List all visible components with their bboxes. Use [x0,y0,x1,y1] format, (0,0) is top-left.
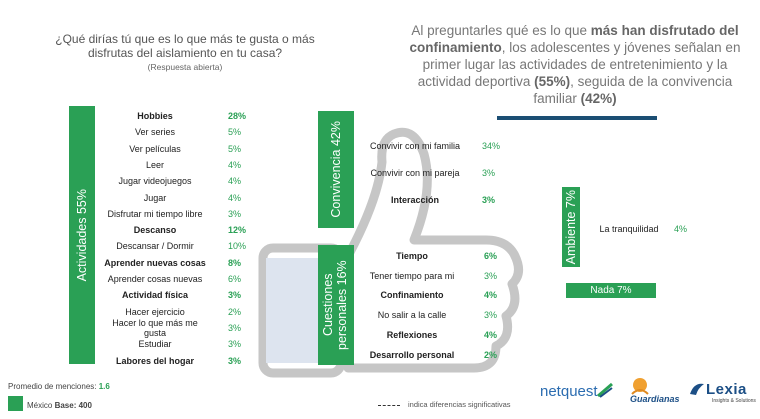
table-row [358,349,514,361]
row-value: 5% [228,127,242,138]
row-value: 3% [484,310,498,321]
row-label: Aprender nuevas cosas [104,257,206,268]
row-label: La tranquilidad [599,224,659,234]
row-value: 6% [228,274,242,284]
group-bar-convivencia [318,111,354,228]
lexia-wing-icon [688,380,706,398]
row-value: 4% [228,176,242,187]
row-value: 34% [482,141,501,151]
table-row [100,306,258,318]
row-label: Tener tiempo para mi [369,270,455,281]
row-label: Convivir con mi pareja [370,168,460,178]
table-row [358,289,514,301]
table-row [358,270,514,282]
table-row [100,338,258,350]
table-row [100,273,258,285]
dashed-line-legend [378,405,400,406]
row-value: 3% [482,168,496,178]
headline-part3: , seguida de la convivencia familiar [533,74,733,106]
row-label: No salir a la calle [377,310,447,321]
group-bar-ambiente [562,187,580,267]
row-value: 6% [484,251,498,261]
table-row [100,110,258,122]
row-label: Reflexiones [386,329,438,340]
table-row [100,208,258,220]
row-value: 12% [228,225,247,236]
lexia-subtitle: Insights & Solutions [712,398,756,404]
row-label: Jugar videojuegos [118,176,192,187]
question-note: (Respuesta abierta) [147,62,223,72]
table-row [100,240,258,252]
row-value: 5% [228,143,242,154]
table-row [100,159,258,171]
country-flag-swatch [8,396,23,411]
table-row [100,143,258,155]
row-value: 3% [482,195,496,205]
row-value: 2% [228,306,242,317]
table-row [100,126,258,138]
promedio [8,382,110,391]
table-row [100,317,258,338]
row-label: Disfrutar mi tiempo libre [107,208,203,219]
netquest-logo: netquest [540,383,598,400]
headline [405,22,745,107]
row-value: 4% [484,290,498,301]
row-label: Jugar [143,192,167,203]
table-row [100,289,258,301]
row-label: Ver películas [129,143,181,154]
row-value: 4% [228,159,242,170]
group-label-convivencia: Convivencia 42% [329,121,343,218]
promedio-value: 1.6 [98,382,110,391]
netquest-mark-icon [596,381,614,399]
guardianas-logo [626,376,696,408]
table-row [100,355,258,367]
base-value: 400 [78,401,92,410]
row-label: Hacer ejercicio [125,306,185,317]
row-label: Actividad física [121,290,189,301]
row-label: Aprender cosas nuevas [107,274,203,284]
question-text: ¿Qué dirías tú que es lo que más te gusta o más disfrutas del aislamiento en tu casa? [55,32,315,60]
row-value: 2% [484,349,498,360]
row-value: 3% [228,355,242,366]
row-label: Descansar / Dormir [116,241,194,252]
headline-bold1: más han disfrutado del confinamiento [409,23,739,55]
table-row [100,192,258,204]
row-label: Descanso [133,225,177,236]
guardianas-text: Guardianas [630,394,680,404]
table-row [100,224,258,236]
headline-bold3: (42%) [580,91,617,106]
row-label: Leer [145,159,164,170]
row-value: 28% [228,111,247,121]
base-country: México [27,401,53,410]
group-bar-actividades [69,106,95,364]
row-value: 4% [228,192,242,203]
group-label-cuestiones: Cuestiones personales 16% [321,260,349,350]
table-row [592,223,704,235]
row-label: Desarrollo personal [369,349,455,360]
table-row [356,140,512,152]
row-label: Interacción [390,195,439,205]
row-label: Convivir con mi familia [369,141,461,151]
table-row [100,257,258,269]
row-value: 4% [674,224,688,234]
table-row [356,167,512,179]
row-value: 3% [228,322,242,333]
table-row [358,309,514,321]
group-label-ambiente: Ambiente 7% [564,189,578,265]
group-bar-cuestiones [318,245,354,365]
survey-question [40,32,330,74]
nada-label: Nada 7% [566,283,656,298]
row-label: Hacer lo que más me gusta [112,317,198,338]
headline-part2: , los adolescentes y jóvenes señalan en primer lugar las actividades de entretenimiento y la actividad deportiva [417,40,741,89]
row-label: Tiempo [396,251,428,261]
headline-bold2: (55%) [534,74,571,89]
row-value: 4% [484,329,498,340]
table-row [358,250,514,262]
legend-text: indica diferencias significativas [408,400,511,409]
headline-part1: Al preguntarles qué es lo que [411,23,591,38]
row-value: 8% [228,257,242,268]
table-row [356,194,512,206]
row-value: 3% [228,290,242,301]
row-label: Labores del hogar [115,355,195,366]
table-row [358,329,514,341]
table-row [100,175,258,187]
row-value: 3% [228,208,242,219]
base [27,401,92,410]
base-label: Base: [54,401,77,410]
row-value: 3% [228,339,242,350]
row-label: Hobbies [137,111,173,121]
row-value: 3% [484,270,498,281]
promedio-label: Promedio de menciones: [8,382,99,391]
row-label: Ver series [134,127,176,138]
row-value: 10% [228,241,247,252]
row-label: Estudiar [138,339,172,350]
lexia-logo: Lexia [706,381,747,398]
row-label: Confinamiento [380,290,444,301]
group-label-actividades: Actividades 55% [75,188,89,282]
